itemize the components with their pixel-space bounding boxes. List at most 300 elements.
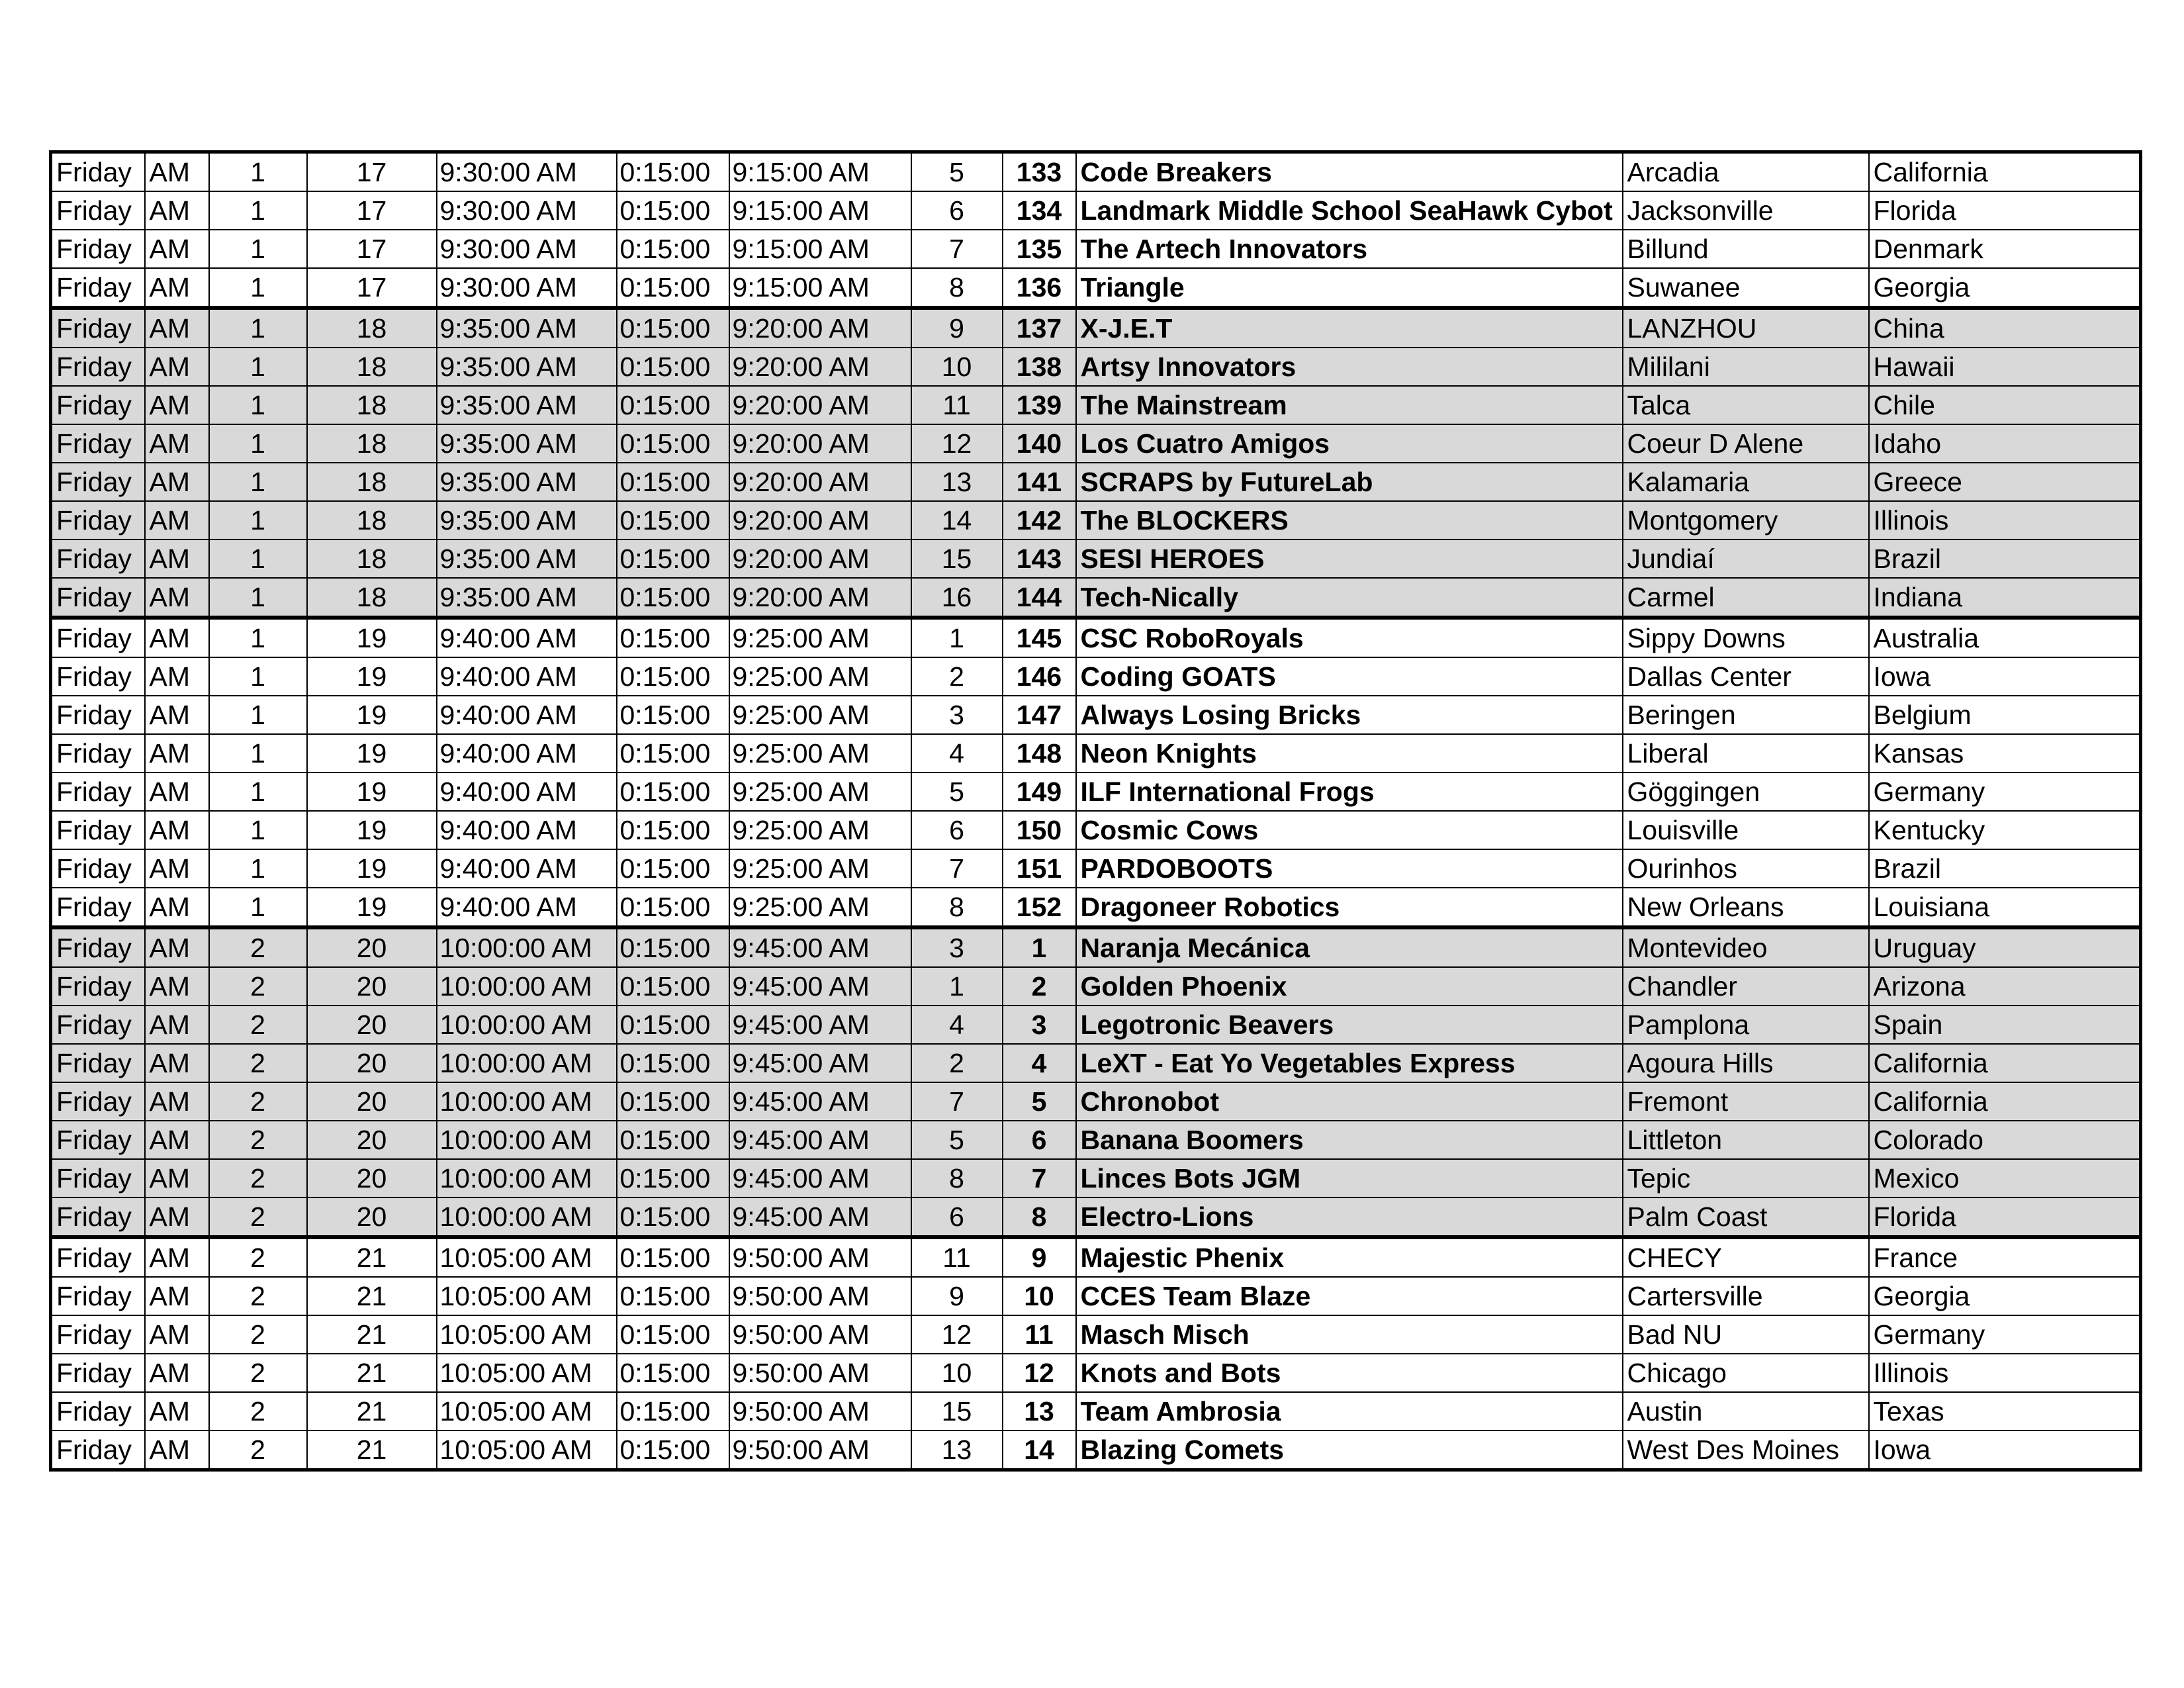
start-time-cell: 10:00:00 AM [437, 1082, 617, 1121]
day-cell: Friday [51, 424, 145, 463]
city-cell: Pamplona [1623, 1006, 1869, 1044]
start-time-cell: 9:40:00 AM [437, 657, 617, 696]
period-cell: AM [145, 849, 209, 888]
checkin-time-cell: 9:45:00 AM [729, 1159, 911, 1197]
start-time-cell: 9:35:00 AM [437, 578, 617, 618]
duration-cell: 0:15:00 [617, 927, 729, 967]
team-number-cell: 147 [1003, 696, 1076, 734]
table-row [51, 1159, 2141, 1197]
team-name-cell: Linces Bots JGM [1076, 1159, 1623, 1197]
block-cell: 20 [307, 927, 437, 967]
duration-cell: 0:15:00 [617, 1159, 729, 1197]
table-number-cell: 5 [911, 1121, 1003, 1159]
team-name-cell: Knots and Bots [1076, 1354, 1623, 1392]
team-name-cell: Blazing Comets [1076, 1430, 1623, 1470]
day-cell: Friday [51, 1197, 145, 1237]
day-cell: Friday [51, 191, 145, 230]
city-cell: Louisville [1623, 811, 1869, 849]
table-row [51, 927, 2141, 967]
start-time-cell: 9:40:00 AM [437, 811, 617, 849]
team-number-cell: 143 [1003, 539, 1076, 578]
team-name-cell: Landmark Middle School SeaHawk Cybot [1076, 191, 1623, 230]
team-number-cell: 149 [1003, 773, 1076, 811]
block-cell: 18 [307, 386, 437, 424]
day-cell: Friday [51, 1354, 145, 1392]
session-cell: 1 [209, 268, 307, 308]
period-cell: AM [145, 1006, 209, 1044]
checkin-time-cell: 9:45:00 AM [729, 1197, 911, 1237]
team-number-cell: 152 [1003, 888, 1076, 927]
duration-cell: 0:15:00 [617, 230, 729, 268]
team-name-cell: Coding GOATS [1076, 657, 1623, 696]
city-cell: Carmel [1623, 578, 1869, 618]
table-row [51, 734, 2141, 773]
session-cell: 1 [209, 386, 307, 424]
table-row [51, 578, 2141, 618]
start-time-cell: 9:30:00 AM [437, 230, 617, 268]
day-cell: Friday [51, 849, 145, 888]
team-name-cell: SESI HEROES [1076, 539, 1623, 578]
region-cell: California [1869, 1082, 2141, 1121]
session-cell: 1 [209, 230, 307, 268]
table-number-cell: 1 [911, 967, 1003, 1006]
team-number-cell: 151 [1003, 849, 1076, 888]
city-cell: Beringen [1623, 696, 1869, 734]
table-number-cell: 6 [911, 191, 1003, 230]
day-cell: Friday [51, 773, 145, 811]
table-row [51, 308, 2141, 348]
team-name-cell: Team Ambrosia [1076, 1392, 1623, 1430]
team-number-cell: 139 [1003, 386, 1076, 424]
region-cell: Georgia [1869, 268, 2141, 308]
period-cell: AM [145, 152, 209, 192]
checkin-time-cell: 9:15:00 AM [729, 230, 911, 268]
duration-cell: 0:15:00 [617, 1082, 729, 1121]
table-number-cell: 2 [911, 657, 1003, 696]
session-cell: 2 [209, 1392, 307, 1430]
region-cell: Denmark [1869, 230, 2141, 268]
region-cell: Chile [1869, 386, 2141, 424]
region-cell: Brazil [1869, 849, 2141, 888]
checkin-time-cell: 9:45:00 AM [729, 1006, 911, 1044]
session-cell: 1 [209, 657, 307, 696]
duration-cell: 0:15:00 [617, 618, 729, 657]
table-row [51, 849, 2141, 888]
session-cell: 2 [209, 1121, 307, 1159]
region-cell: Germany [1869, 1315, 2141, 1354]
team-number-cell: 12 [1003, 1354, 1076, 1392]
period-cell: AM [145, 1082, 209, 1121]
table-row [51, 618, 2141, 657]
duration-cell: 0:15:00 [617, 268, 729, 308]
region-cell: Idaho [1869, 424, 2141, 463]
start-time-cell: 10:05:00 AM [437, 1277, 617, 1315]
table-row [51, 888, 2141, 927]
checkin-time-cell: 9:20:00 AM [729, 501, 911, 539]
start-time-cell: 9:35:00 AM [437, 463, 617, 501]
table-number-cell: 13 [911, 1430, 1003, 1470]
checkin-time-cell: 9:20:00 AM [729, 424, 911, 463]
team-number-cell: 144 [1003, 578, 1076, 618]
team-name-cell: Majestic Phenix [1076, 1237, 1623, 1277]
table-number-cell: 11 [911, 386, 1003, 424]
start-time-cell: 9:40:00 AM [437, 696, 617, 734]
table-number-cell: 10 [911, 1354, 1003, 1392]
region-cell: Colorado [1869, 1121, 2141, 1159]
checkin-time-cell: 9:50:00 AM [729, 1354, 911, 1392]
city-cell: Suwanee [1623, 268, 1869, 308]
region-cell: Spain [1869, 1006, 2141, 1044]
team-name-cell: Neon Knights [1076, 734, 1623, 773]
duration-cell: 0:15:00 [617, 578, 729, 618]
block-cell: 17 [307, 230, 437, 268]
checkin-time-cell: 9:20:00 AM [729, 578, 911, 618]
city-cell: Coeur D Alene [1623, 424, 1869, 463]
city-cell: Liberal [1623, 734, 1869, 773]
duration-cell: 0:15:00 [617, 888, 729, 927]
table-number-cell: 14 [911, 501, 1003, 539]
day-cell: Friday [51, 696, 145, 734]
region-cell: Uruguay [1869, 927, 2141, 967]
start-time-cell: 10:00:00 AM [437, 1197, 617, 1237]
session-cell: 1 [209, 348, 307, 386]
period-cell: AM [145, 348, 209, 386]
team-name-cell: Always Losing Bricks [1076, 696, 1623, 734]
block-cell: 20 [307, 1044, 437, 1082]
region-cell: Germany [1869, 773, 2141, 811]
period-cell: AM [145, 1044, 209, 1082]
start-time-cell: 9:40:00 AM [437, 773, 617, 811]
start-time-cell: 9:40:00 AM [437, 734, 617, 773]
block-cell: 19 [307, 618, 437, 657]
start-time-cell: 10:00:00 AM [437, 1006, 617, 1044]
start-time-cell: 9:35:00 AM [437, 386, 617, 424]
region-cell: Australia [1869, 618, 2141, 657]
team-number-cell: 138 [1003, 348, 1076, 386]
team-name-cell: SCRAPS by FutureLab [1076, 463, 1623, 501]
city-cell: Fremont [1623, 1082, 1869, 1121]
team-name-cell: CCES Team Blaze [1076, 1277, 1623, 1315]
checkin-time-cell: 9:25:00 AM [729, 657, 911, 696]
period-cell: AM [145, 1354, 209, 1392]
team-name-cell: Naranja Mecánica [1076, 927, 1623, 967]
table-row [51, 1392, 2141, 1430]
table-number-cell: 10 [911, 348, 1003, 386]
period-cell: AM [145, 1159, 209, 1197]
period-cell: AM [145, 967, 209, 1006]
session-cell: 2 [209, 1430, 307, 1470]
start-time-cell: 10:05:00 AM [437, 1392, 617, 1430]
day-cell: Friday [51, 888, 145, 927]
block-cell: 18 [307, 501, 437, 539]
table-row [51, 463, 2141, 501]
team-number-cell: 14 [1003, 1430, 1076, 1470]
session-cell: 1 [209, 424, 307, 463]
table-row [51, 1044, 2141, 1082]
day-cell: Friday [51, 1082, 145, 1121]
period-cell: AM [145, 308, 209, 348]
day-cell: Friday [51, 734, 145, 773]
city-cell: Montgomery [1623, 501, 1869, 539]
team-name-cell: Banana Boomers [1076, 1121, 1623, 1159]
day-cell: Friday [51, 230, 145, 268]
table-number-cell: 15 [911, 1392, 1003, 1430]
team-number-cell: 1 [1003, 927, 1076, 967]
checkin-time-cell: 9:15:00 AM [729, 268, 911, 308]
table-row [51, 1197, 2141, 1237]
team-name-cell: Golden Phoenix [1076, 967, 1623, 1006]
session-cell: 1 [209, 501, 307, 539]
table-number-cell: 5 [911, 152, 1003, 192]
checkin-time-cell: 9:15:00 AM [729, 152, 911, 192]
day-cell: Friday [51, 1044, 145, 1082]
team-number-cell: 8 [1003, 1197, 1076, 1237]
city-cell: Chandler [1623, 967, 1869, 1006]
start-time-cell: 10:05:00 AM [437, 1430, 617, 1470]
start-time-cell: 10:05:00 AM [437, 1237, 617, 1277]
duration-cell: 0:15:00 [617, 1430, 729, 1470]
period-cell: AM [145, 773, 209, 811]
table-row [51, 230, 2141, 268]
day-cell: Friday [51, 578, 145, 618]
session-cell: 1 [209, 618, 307, 657]
period-cell: AM [145, 424, 209, 463]
city-cell: Palm Coast [1623, 1197, 1869, 1237]
duration-cell: 0:15:00 [617, 1197, 729, 1237]
period-cell: AM [145, 463, 209, 501]
period-cell: AM [145, 1197, 209, 1237]
start-time-cell: 10:00:00 AM [437, 1159, 617, 1197]
city-cell: Talca [1623, 386, 1869, 424]
duration-cell: 0:15:00 [617, 1277, 729, 1315]
duration-cell: 0:15:00 [617, 696, 729, 734]
period-cell: AM [145, 1277, 209, 1315]
region-cell: Kansas [1869, 734, 2141, 773]
duration-cell: 0:15:00 [617, 773, 729, 811]
table-number-cell: 9 [911, 308, 1003, 348]
team-name-cell: The Mainstream [1076, 386, 1623, 424]
team-name-cell: Code Breakers [1076, 152, 1623, 192]
region-cell: Florida [1869, 191, 2141, 230]
region-cell: Illinois [1869, 501, 2141, 539]
team-number-cell: 11 [1003, 1315, 1076, 1354]
day-cell: Friday [51, 1237, 145, 1277]
table-number-cell: 12 [911, 1315, 1003, 1354]
table-row [51, 1237, 2141, 1277]
checkin-time-cell: 9:50:00 AM [729, 1315, 911, 1354]
block-cell: 20 [307, 967, 437, 1006]
team-name-cell: Tech-Nically [1076, 578, 1623, 618]
table-row [51, 348, 2141, 386]
checkin-time-cell: 9:20:00 AM [729, 386, 911, 424]
checkin-time-cell: 9:25:00 AM [729, 734, 911, 773]
team-number-cell: 146 [1003, 657, 1076, 696]
day-cell: Friday [51, 657, 145, 696]
session-cell: 2 [209, 1006, 307, 1044]
team-number-cell: 10 [1003, 1277, 1076, 1315]
schedule-body [51, 152, 2141, 1470]
start-time-cell: 10:00:00 AM [437, 1121, 617, 1159]
team-number-cell: 6 [1003, 1121, 1076, 1159]
city-cell: Mililani [1623, 348, 1869, 386]
duration-cell: 0:15:00 [617, 1315, 729, 1354]
session-cell: 1 [209, 696, 307, 734]
region-cell: Iowa [1869, 657, 2141, 696]
team-name-cell: CSC RoboRoyals [1076, 618, 1623, 657]
team-name-cell: ILF International Frogs [1076, 773, 1623, 811]
region-cell: Belgium [1869, 696, 2141, 734]
checkin-time-cell: 9:45:00 AM [729, 1082, 911, 1121]
region-cell: Illinois [1869, 1354, 2141, 1392]
table-row [51, 811, 2141, 849]
day-cell: Friday [51, 268, 145, 308]
session-cell: 2 [209, 1082, 307, 1121]
team-name-cell: Masch Misch [1076, 1315, 1623, 1354]
team-number-cell: 4 [1003, 1044, 1076, 1082]
session-cell: 1 [209, 539, 307, 578]
session-cell: 1 [209, 191, 307, 230]
session-cell: 2 [209, 967, 307, 1006]
team-number-cell: 7 [1003, 1159, 1076, 1197]
duration-cell: 0:15:00 [617, 152, 729, 192]
block-cell: 20 [307, 1082, 437, 1121]
region-cell: Hawaii [1869, 348, 2141, 386]
period-cell: AM [145, 888, 209, 927]
session-cell: 2 [209, 927, 307, 967]
start-time-cell: 10:00:00 AM [437, 927, 617, 967]
checkin-time-cell: 9:45:00 AM [729, 927, 911, 967]
block-cell: 21 [307, 1277, 437, 1315]
session-cell: 2 [209, 1197, 307, 1237]
table-number-cell: 2 [911, 1044, 1003, 1082]
block-cell: 18 [307, 539, 437, 578]
checkin-time-cell: 9:50:00 AM [729, 1237, 911, 1277]
day-cell: Friday [51, 348, 145, 386]
table-row [51, 152, 2141, 192]
duration-cell: 0:15:00 [617, 1392, 729, 1430]
duration-cell: 0:15:00 [617, 539, 729, 578]
team-name-cell: The BLOCKERS [1076, 501, 1623, 539]
block-cell: 21 [307, 1430, 437, 1470]
period-cell: AM [145, 1430, 209, 1470]
table-row [51, 268, 2141, 308]
session-cell: 1 [209, 773, 307, 811]
start-time-cell: 9:35:00 AM [437, 348, 617, 386]
block-cell: 18 [307, 308, 437, 348]
duration-cell: 0:15:00 [617, 811, 729, 849]
period-cell: AM [145, 386, 209, 424]
day-cell: Friday [51, 1392, 145, 1430]
period-cell: AM [145, 578, 209, 618]
duration-cell: 0:15:00 [617, 308, 729, 348]
checkin-time-cell: 9:45:00 AM [729, 1044, 911, 1082]
day-cell: Friday [51, 308, 145, 348]
checkin-time-cell: 9:20:00 AM [729, 308, 911, 348]
team-number-cell: 136 [1003, 268, 1076, 308]
duration-cell: 0:15:00 [617, 849, 729, 888]
region-cell: Louisiana [1869, 888, 2141, 927]
table-row [51, 1354, 2141, 1392]
start-time-cell: 9:35:00 AM [437, 539, 617, 578]
period-cell: AM [145, 618, 209, 657]
table-number-cell: 1 [911, 618, 1003, 657]
period-cell: AM [145, 268, 209, 308]
day-cell: Friday [51, 539, 145, 578]
duration-cell: 0:15:00 [617, 1354, 729, 1392]
checkin-time-cell: 9:50:00 AM [729, 1277, 911, 1315]
block-cell: 20 [307, 1159, 437, 1197]
region-cell: Mexico [1869, 1159, 2141, 1197]
table-number-cell: 4 [911, 1006, 1003, 1044]
period-cell: AM [145, 734, 209, 773]
team-name-cell: Cosmic Cows [1076, 811, 1623, 849]
checkin-time-cell: 9:25:00 AM [729, 773, 911, 811]
checkin-time-cell: 9:25:00 AM [729, 811, 911, 849]
day-cell: Friday [51, 1315, 145, 1354]
table-number-cell: 7 [911, 230, 1003, 268]
table-row [51, 1315, 2141, 1354]
block-cell: 18 [307, 463, 437, 501]
day-cell: Friday [51, 967, 145, 1006]
city-cell: Göggingen [1623, 773, 1869, 811]
table-number-cell: 6 [911, 811, 1003, 849]
team-name-cell: Triangle [1076, 268, 1623, 308]
table-number-cell: 13 [911, 463, 1003, 501]
team-number-cell: 148 [1003, 734, 1076, 773]
session-cell: 2 [209, 1159, 307, 1197]
city-cell: CHECY [1623, 1237, 1869, 1277]
block-cell: 18 [307, 348, 437, 386]
team-name-cell: X-J.E.T [1076, 308, 1623, 348]
start-time-cell: 9:35:00 AM [437, 424, 617, 463]
period-cell: AM [145, 1392, 209, 1430]
duration-cell: 0:15:00 [617, 1237, 729, 1277]
team-number-cell: 9 [1003, 1237, 1076, 1277]
team-name-cell: Legotronic Beavers [1076, 1006, 1623, 1044]
session-cell: 1 [209, 463, 307, 501]
region-cell: California [1869, 152, 2141, 192]
duration-cell: 0:15:00 [617, 1044, 729, 1082]
start-time-cell: 10:05:00 AM [437, 1354, 617, 1392]
team-number-cell: 141 [1003, 463, 1076, 501]
checkin-time-cell: 9:50:00 AM [729, 1430, 911, 1470]
duration-cell: 0:15:00 [617, 424, 729, 463]
schedule-table [49, 150, 2142, 1472]
day-cell: Friday [51, 152, 145, 192]
city-cell: Littleton [1623, 1121, 1869, 1159]
city-cell: Jundiaí [1623, 539, 1869, 578]
block-cell: 19 [307, 734, 437, 773]
day-cell: Friday [51, 618, 145, 657]
day-cell: Friday [51, 463, 145, 501]
team-number-cell: 133 [1003, 152, 1076, 192]
table-number-cell: 3 [911, 927, 1003, 967]
table-number-cell: 3 [911, 696, 1003, 734]
block-cell: 17 [307, 152, 437, 192]
city-cell: Jacksonville [1623, 191, 1869, 230]
team-number-cell: 13 [1003, 1392, 1076, 1430]
table-row [51, 773, 2141, 811]
table-row [51, 1006, 2141, 1044]
team-name-cell: Artsy Innovators [1076, 348, 1623, 386]
block-cell: 19 [307, 696, 437, 734]
start-time-cell: 10:00:00 AM [437, 1044, 617, 1082]
period-cell: AM [145, 811, 209, 849]
city-cell: Arcadia [1623, 152, 1869, 192]
duration-cell: 0:15:00 [617, 1006, 729, 1044]
city-cell: Agoura Hills [1623, 1044, 1869, 1082]
checkin-time-cell: 9:45:00 AM [729, 1121, 911, 1159]
